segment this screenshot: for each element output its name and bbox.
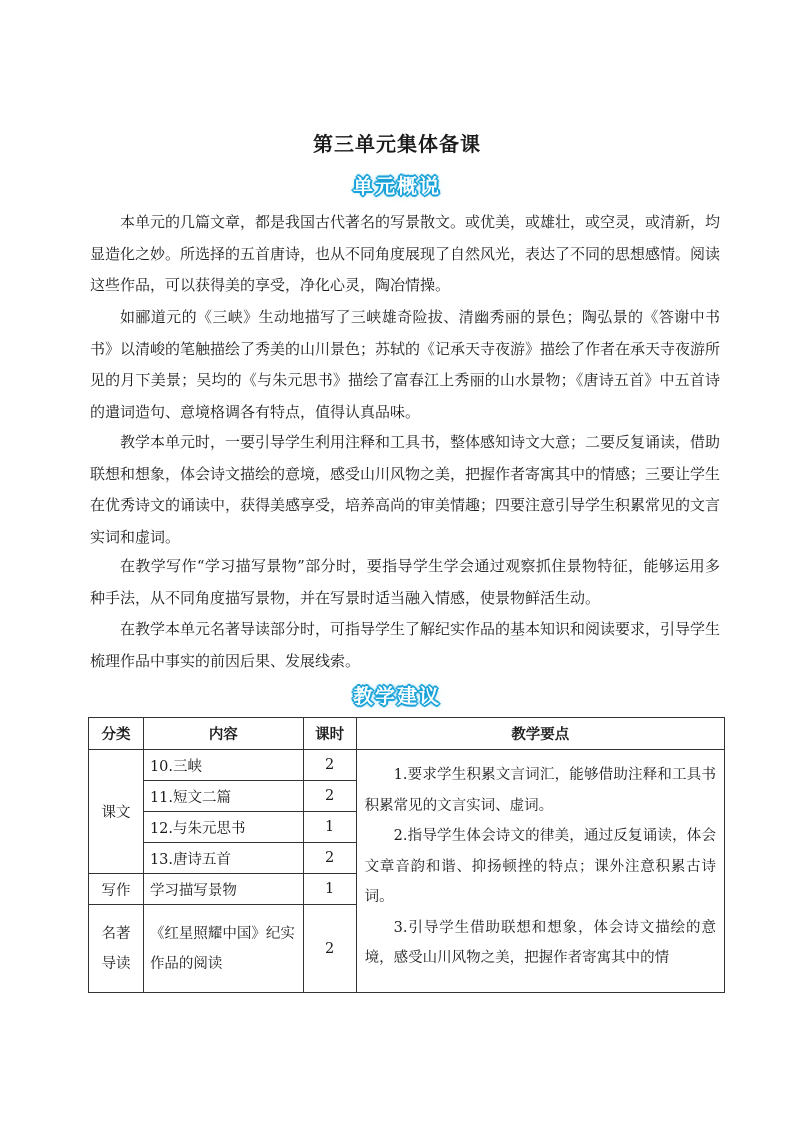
content-cell: 13.唐诗五首 <box>143 843 303 874</box>
hours-cell: 2 <box>303 843 356 874</box>
header-hours: 课时 <box>303 718 356 750</box>
header-category: 分类 <box>89 718 144 750</box>
content-cell: 11.短文二篇 <box>143 781 303 812</box>
hours-cell: 2 <box>303 750 356 781</box>
teaching-point: 3.引导学生借助联想和想象，体会诗文描绘的意境，感受山川风物之美，把握作者寄寓其中的情 <box>364 919 716 966</box>
table-header-row <box>89 718 725 750</box>
hours-cell: 2 <box>303 905 356 993</box>
header-points: 教学要点 <box>356 718 724 750</box>
paragraph-teaching: 教学本单元时，一要引导学生利用注释和工具书，整体感知诗文大意；二要反复诵读，借助联想和想象，体会诗文描绘的意境，感受山川风物之美，把握作者寄寓其中的情感；三要让学生在优秀诗文的诵读中，获得美感享受，培养高尚的审美情趣；四要注意引导学生积累常见的文言实词和虚词。 <box>90 433 721 546</box>
category-texts: 课文 <box>89 750 144 874</box>
section-heading-suggestions-label: 教学建议 <box>347 680 447 712</box>
table-row <box>89 750 725 781</box>
paragraph-reading: 在教学本单元名著导读部分时，可指导学生了解纪实作品的基本知识和阅读要求，引导学生梳理作品中事实的前因后果、发展线索。 <box>90 620 721 670</box>
page-title: 第三单元集体备课 <box>313 132 481 156</box>
paragraph-texts: 如郦道元的《三峡》生动地描写了三峡雄奇险拔、清幽秀丽的景色；陶弘景的《答谢中书书》以清峻的笔触描绘了秀美的山川景色；苏轼的《记承天寺夜游》描绘了作者在承天寺夜游所见的月下美景；吴均的《与朱元思书》描绘了富春江上秀丽的山水景物；《唐诗五首》中五首诗的遣词造句、意境格调各有特点，值得认真品味。 <box>90 308 721 421</box>
content-cell: 《红星照耀中国》纪实作品的阅读 <box>143 905 303 993</box>
section-heading-overview <box>0 170 794 202</box>
content-cell: 10.三峡 <box>143 750 303 781</box>
teaching-point: 1.要求学生积累文言词汇，能够借助注释和工具书积累常见的文言实词、虚词。 <box>364 767 716 814</box>
hours-cell: 1 <box>303 812 356 843</box>
content-cell: 学习描写景物 <box>143 874 303 905</box>
hours-cell: 2 <box>303 781 356 812</box>
hours-cell: 1 <box>303 874 356 905</box>
paragraph-writing: 在教学写作“学习描写景物”部分时，要指导学生学会通过观察抓住景物特征，能够运用多种手法，从不同角度描写景物，并在写景时适当融入情感，使景物鲜活生动。 <box>90 557 720 607</box>
paragraph-intro: 本单元的几篇文章，都是我国古代著名的写景散文。或优美，或雄壮，或空灵，或清新，均显造化之妙。所选择的五首唐诗，也从不同角度展现了自然风光，表达了不同的思想感情。阅读这些作品，可以获得美的享受，净化心灵，陶冶情操。 <box>90 213 721 294</box>
category-reading: 名著导读 <box>89 905 144 993</box>
teaching-points <box>356 750 724 993</box>
header-content: 内容 <box>143 718 303 750</box>
section-heading-suggestions <box>0 680 794 712</box>
teaching-plan-table <box>88 717 725 993</box>
content-cell: 12.与朱元思书 <box>143 812 303 843</box>
category-writing: 写作 <box>89 874 144 905</box>
section-heading-overview-label: 单元概说 <box>347 170 447 202</box>
teaching-point: 2.指导学生体会诗文的律美，通过反复诵读，体会文章音韵和谐、抑扬顿挫的特点；课外注意积累古诗词。 <box>364 828 716 905</box>
